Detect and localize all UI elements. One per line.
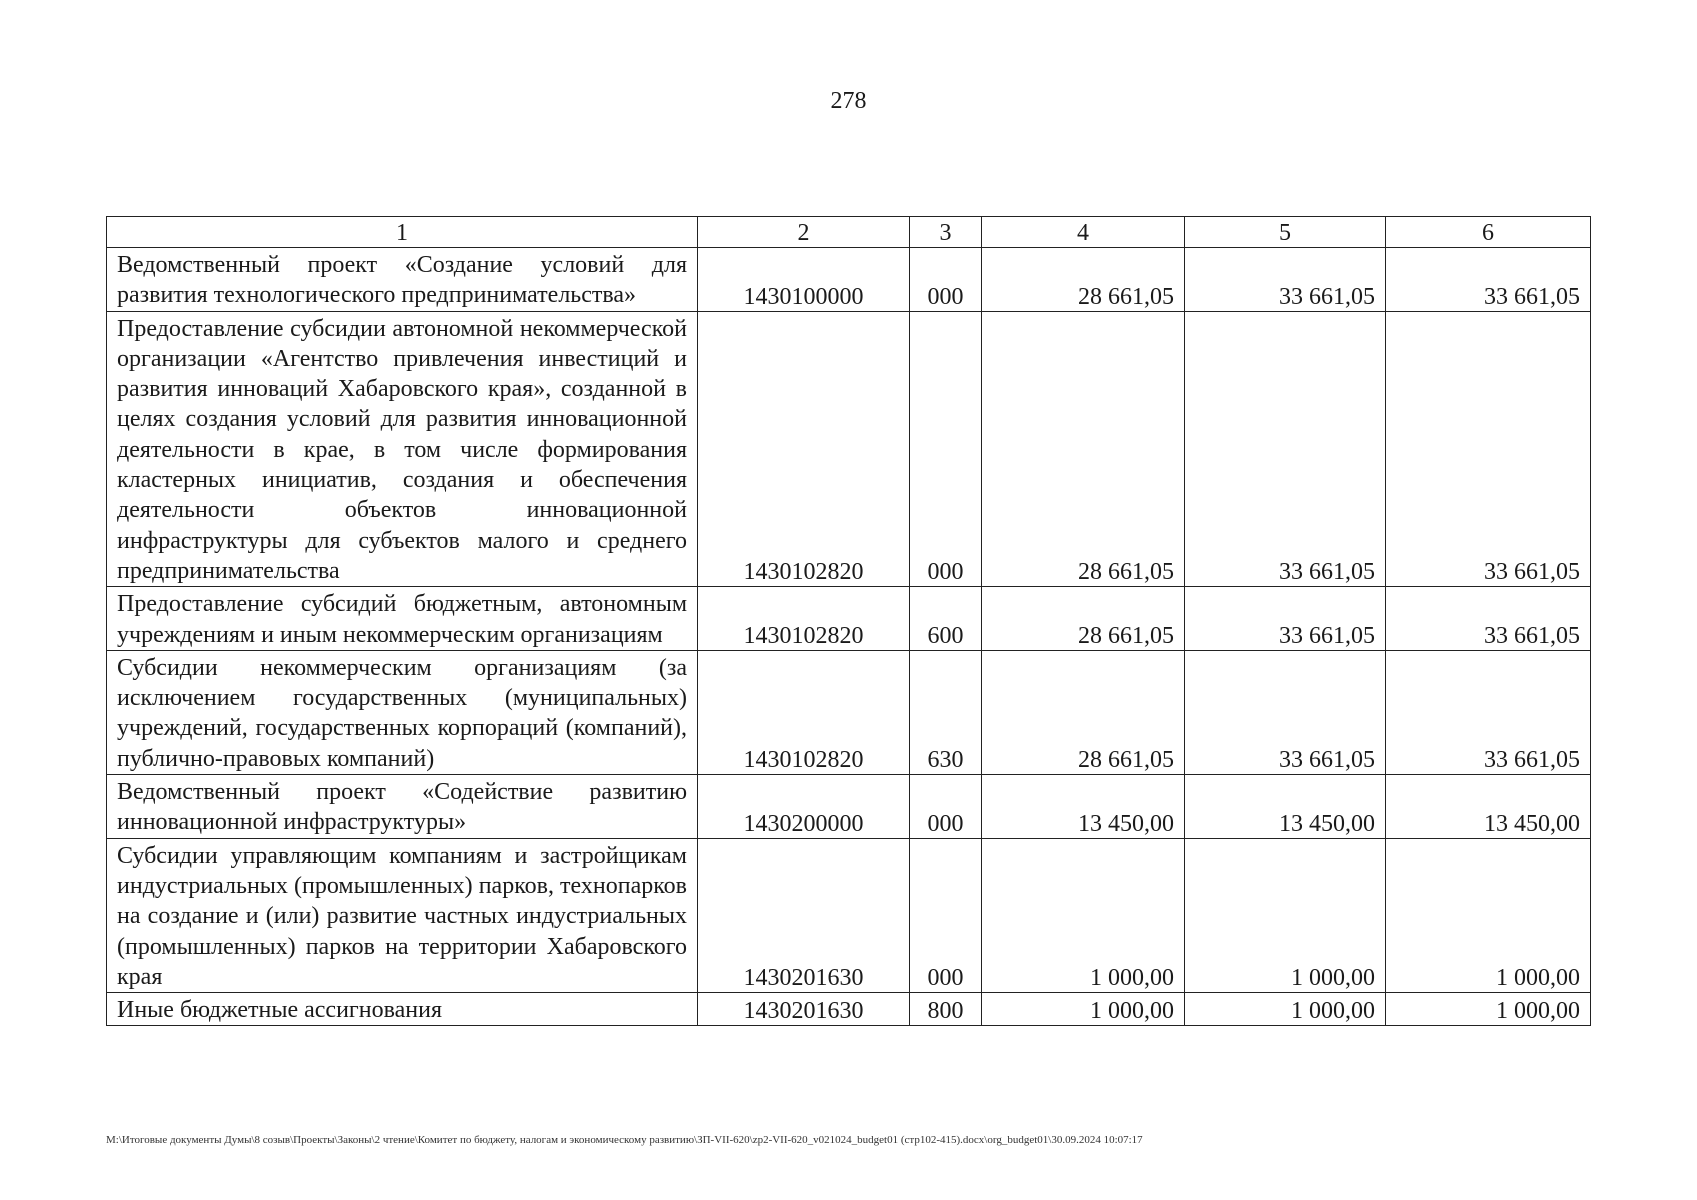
header-col-1: 1 — [107, 217, 698, 248]
table-row — [107, 311, 1591, 587]
row-value-col6: 1 000,00 — [1386, 993, 1591, 1026]
row-value-col5: 33 661,05 — [1185, 311, 1386, 587]
row-code: 1430102820 — [698, 311, 910, 587]
row-value-col4: 1 000,00 — [982, 993, 1185, 1026]
table-body — [107, 248, 1591, 1026]
budget-table — [106, 216, 1591, 1026]
row-value-col6: 33 661,05 — [1386, 650, 1591, 774]
row-value-col4: 28 661,05 — [982, 311, 1185, 587]
table-row — [107, 587, 1591, 651]
table-header — [107, 217, 1591, 248]
header-col-6: 6 — [1386, 217, 1591, 248]
row-name: Субсидии некоммерческим организациям (за исключением государственных (муниципальных) учреждений, государственных корпораций (компаний), публично-правовых компаний) — [107, 650, 698, 774]
row-value-col5: 1 000,00 — [1185, 838, 1386, 992]
row-expense-type: 000 — [910, 838, 982, 992]
row-code: 1430100000 — [698, 248, 910, 312]
row-value-col6: 1 000,00 — [1386, 838, 1591, 992]
row-value-col6: 33 661,05 — [1386, 587, 1591, 651]
row-value-col6: 33 661,05 — [1386, 248, 1591, 312]
row-name: Иные бюджетные ассигнования — [107, 993, 698, 1026]
header-col-3: 3 — [910, 217, 982, 248]
row-expense-type: 000 — [910, 248, 982, 312]
row-code: 1430201630 — [698, 993, 910, 1026]
row-name: Предоставление субсидии автономной некоммерческой организации «Агентство привлечения инвестиций и развития инноваций Хабаровского края», созданной в целях создания условий для развития инновационной деятельности в крае, в том числе формирования кластерных инициатив, создания и обеспечения деятельности объектов инновационной инфраструктуры для субъектов малого и среднего предпринимательства — [107, 311, 698, 587]
row-expense-type: 000 — [910, 311, 982, 587]
table-row — [107, 775, 1591, 839]
row-value-col4: 13 450,00 — [982, 775, 1185, 839]
row-value-col4: 28 661,05 — [982, 248, 1185, 312]
row-value-col5: 13 450,00 — [1185, 775, 1386, 839]
row-value-col5: 1 000,00 — [1185, 993, 1386, 1026]
table-row — [107, 248, 1591, 312]
row-name: Субсидии управляющим компаниям и застройщикам индустриальных (промышленных) парков, технопарков на создание и (или) развитие частных индустриальных (промышленных) парков на территории Хабаровского края — [107, 838, 698, 992]
row-expense-type: 630 — [910, 650, 982, 774]
row-code: 1430200000 — [698, 775, 910, 839]
row-value-col6: 13 450,00 — [1386, 775, 1591, 839]
row-code: 1430201630 — [698, 838, 910, 992]
table-row — [107, 838, 1591, 992]
header-col-5: 5 — [1185, 217, 1386, 248]
row-value-col4: 1 000,00 — [982, 838, 1185, 992]
header-row — [107, 217, 1591, 248]
table-row — [107, 993, 1591, 1026]
header-col-2: 2 — [698, 217, 910, 248]
page-number: 278 — [830, 88, 867, 114]
header-col-4: 4 — [982, 217, 1185, 248]
row-expense-type: 000 — [910, 775, 982, 839]
row-value-col5: 33 661,05 — [1185, 587, 1386, 651]
row-value-col4: 28 661,05 — [982, 587, 1185, 651]
row-value-col6: 33 661,05 — [1386, 311, 1591, 587]
row-value-col5: 33 661,05 — [1185, 248, 1386, 312]
row-value-col4: 28 661,05 — [982, 650, 1185, 774]
footer-file-path: M:\Итоговые документы Думы\8 созыв\Проекты\Законы\2 чтение\Комитет по бюджету, налогам и экономическому развитию\ЗП-VII-620\zp2-VII-620_v021024_budget01 (стр102-415).docx\org_budget01\30.09.2024 10:07:17 — [106, 1134, 1143, 1146]
row-expense-type: 600 — [910, 587, 982, 651]
row-value-col5: 33 661,05 — [1185, 650, 1386, 774]
table-row — [107, 650, 1591, 774]
row-code: 1430102820 — [698, 587, 910, 651]
row-name: Ведомственный проект «Создание условий для развития технологического предпринимательства» — [107, 248, 698, 312]
row-expense-type: 800 — [910, 993, 982, 1026]
row-name: Предоставление субсидий бюджетным, автономным учреждениям и иным некоммерческим организациям — [107, 587, 698, 651]
row-code: 1430102820 — [698, 650, 910, 774]
row-name: Ведомственный проект «Содействие развитию инновационной инфраструктуры» — [107, 775, 698, 839]
